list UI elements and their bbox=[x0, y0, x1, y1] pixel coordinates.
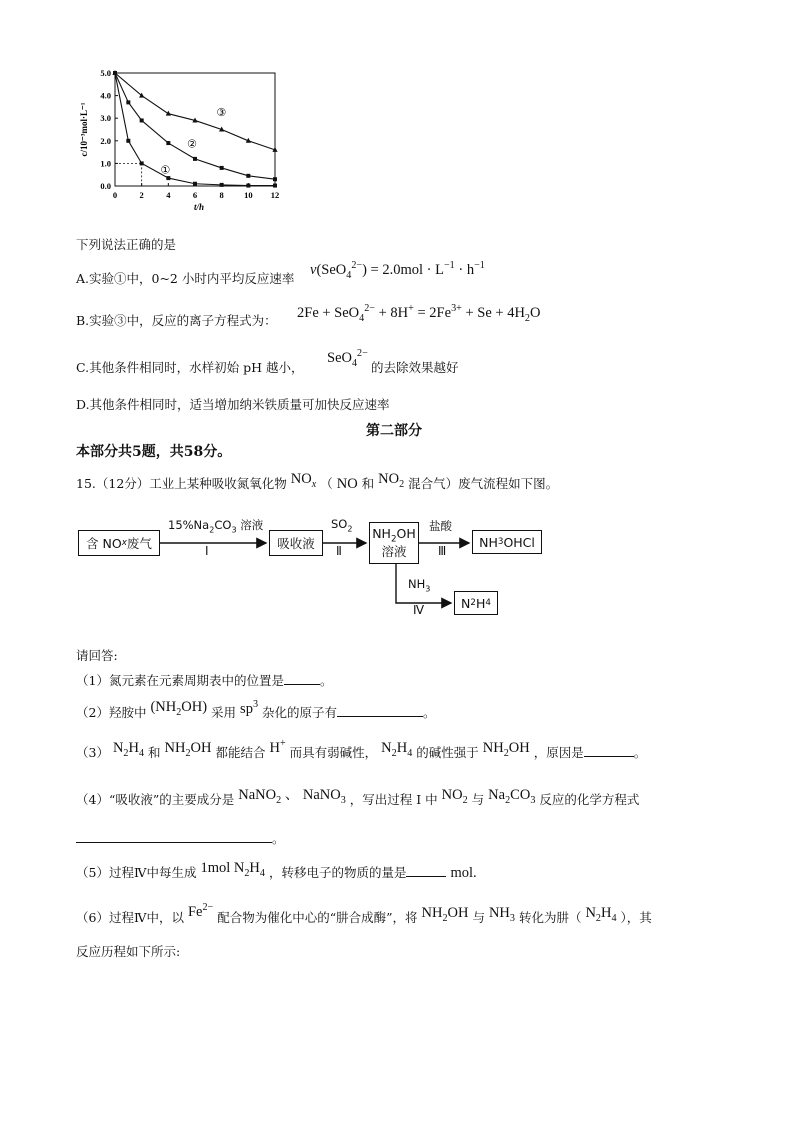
x-tick-label: 8 bbox=[219, 190, 224, 200]
sub-question-1: （1）氮元素在元素周期表中的位置是 。 bbox=[76, 673, 333, 688]
answer-blank-2 bbox=[337, 704, 423, 717]
y-tick-label: 4.0 bbox=[100, 90, 111, 101]
answer-blank-3 bbox=[584, 744, 634, 757]
option-c-text-2: 的去除效果越好 bbox=[371, 360, 459, 375]
option-b-text: B.实验③中，反应的离子方程式为： bbox=[76, 313, 277, 328]
flow-box-n2h4: N 2 H 4 bbox=[454, 591, 498, 615]
option-b-formula: $2Fe + SeO_4^{2-} + 8H^+ = 2Fe^{3+} + Se + 4H_2O$ bbox=[297, 303, 541, 324]
sub-question-3: （3） $N_2H_4$ 和 $NH_2OH$ 都能结合 H+ 而具有弱碱性， $N_2H_4$ 的碱性强于 $NH_2OH$ ，原因是 。 bbox=[76, 738, 647, 760]
answer-blank-5 bbox=[406, 864, 446, 877]
x-tick-label: 2 bbox=[139, 190, 144, 200]
flow-step4-reagent: $NH_3$ bbox=[408, 577, 431, 594]
question-stem: 下列说法正确的是 bbox=[76, 237, 177, 252]
sub-question-6-line2: 反应历程如下所示: bbox=[76, 944, 181, 959]
answer-blank-1 bbox=[284, 672, 320, 685]
series-label-1: ① bbox=[160, 163, 171, 177]
x-tick-label: 10 bbox=[244, 190, 253, 200]
sub-question-2: （2）羟胺中 $(NH_2OH)$ 采用 $sp^3$ 杂化的原子有 。 bbox=[76, 699, 436, 720]
q15-intro: 15.（12分）工业上某种吸收氮氧化物 $NO_x$ （ NO 和 $NO_2$ 混合气）废气流程如下图。 bbox=[76, 471, 559, 492]
sub-question-6: （6）过程Ⅳ中，以 $Fe^{2-}$ 配合物为催化中心的“肼合成酶”，将 $NH_2OH$ 与 $NH_3$ 转化为肼（ $N_2H_4$ ），其 bbox=[76, 902, 652, 925]
section-title: 第二部分 bbox=[366, 423, 422, 439]
y-tick-label: 1.0 bbox=[100, 158, 111, 169]
section-note: 本部分共5题，共58分。 bbox=[76, 444, 232, 460]
flow-step1-label: Ⅰ bbox=[205, 544, 209, 558]
series-label-3: ③ bbox=[216, 105, 227, 119]
option-a-text: A.实验①中，0~2 小时内平均反应速率 bbox=[76, 271, 295, 286]
q15-nox: $NO_x$ bbox=[290, 471, 317, 490]
x-tick-label: 6 bbox=[192, 190, 198, 200]
flow-box-product: NH 3 OHCl bbox=[472, 530, 542, 554]
sub-question-5: （5）过程Ⅳ中每生成 1mol $N_2H_4$ ，转移电子的物质的量是 mol. bbox=[76, 860, 477, 881]
please-answer: 请回答: bbox=[76, 648, 118, 663]
flow-step3-reagent: 盐酸 bbox=[429, 519, 452, 533]
sub-question-4: （4）“吸收液”的主要成分是 NaNO$_2$ 、 NaNO$_3$ ，写出过程 I 中 $NO_2$ 与 $Na_2CO_3$ 反应的化学方程式 bbox=[76, 787, 640, 807]
x-axis-label: t/h bbox=[193, 202, 205, 212]
option-c-formula: SeO$_4^{2-}$ bbox=[327, 348, 368, 369]
sub-question-4-answer-line: 。 bbox=[76, 830, 285, 847]
x-tick-label: 4 bbox=[166, 190, 171, 200]
flow-step3-label: Ⅲ bbox=[438, 544, 447, 558]
y-axis-label: c/10⁻³mol·L⁻¹ bbox=[79, 102, 89, 157]
flow-box-waste-gas: 含 NO x 废气 bbox=[78, 530, 160, 556]
flow-step2-label: Ⅱ bbox=[336, 544, 342, 558]
flow-step2-reagent: $SO_2$ bbox=[331, 517, 353, 534]
x-tick-label: 0 bbox=[112, 190, 118, 200]
flow-box-absorption-liquid: 吸收液 bbox=[269, 530, 323, 556]
answer-blank-4 bbox=[76, 830, 272, 843]
flow-step1-reagent: $15\%Na_2CO_3$ 溶液 bbox=[168, 518, 264, 535]
y-tick-label: 2.0 bbox=[100, 135, 111, 146]
y-tick-label: 5.0 bbox=[100, 68, 111, 78]
option-c-text: C.其他条件相同时，水样初始 pH 越小， bbox=[76, 360, 304, 375]
flow-box-nh2oh-solution: $NH_2OH$ 溶液 bbox=[369, 522, 419, 564]
option-d-text: D.其他条件相同时，适当增加纳米铁质量可加快反应速率 bbox=[76, 397, 390, 412]
flow-step4-label: Ⅳ bbox=[413, 603, 425, 617]
y-tick-label: 0.0 bbox=[100, 181, 111, 191]
y-tick-label: 3.0 bbox=[100, 113, 111, 124]
series-label-2: ② bbox=[187, 137, 197, 151]
option-a-formula: $v(SeO_4^{2-}) = 2.0mol \cdot L^{-1} \cdot h^{-1}$ bbox=[310, 260, 485, 281]
x-tick-label: 12 bbox=[270, 190, 280, 200]
